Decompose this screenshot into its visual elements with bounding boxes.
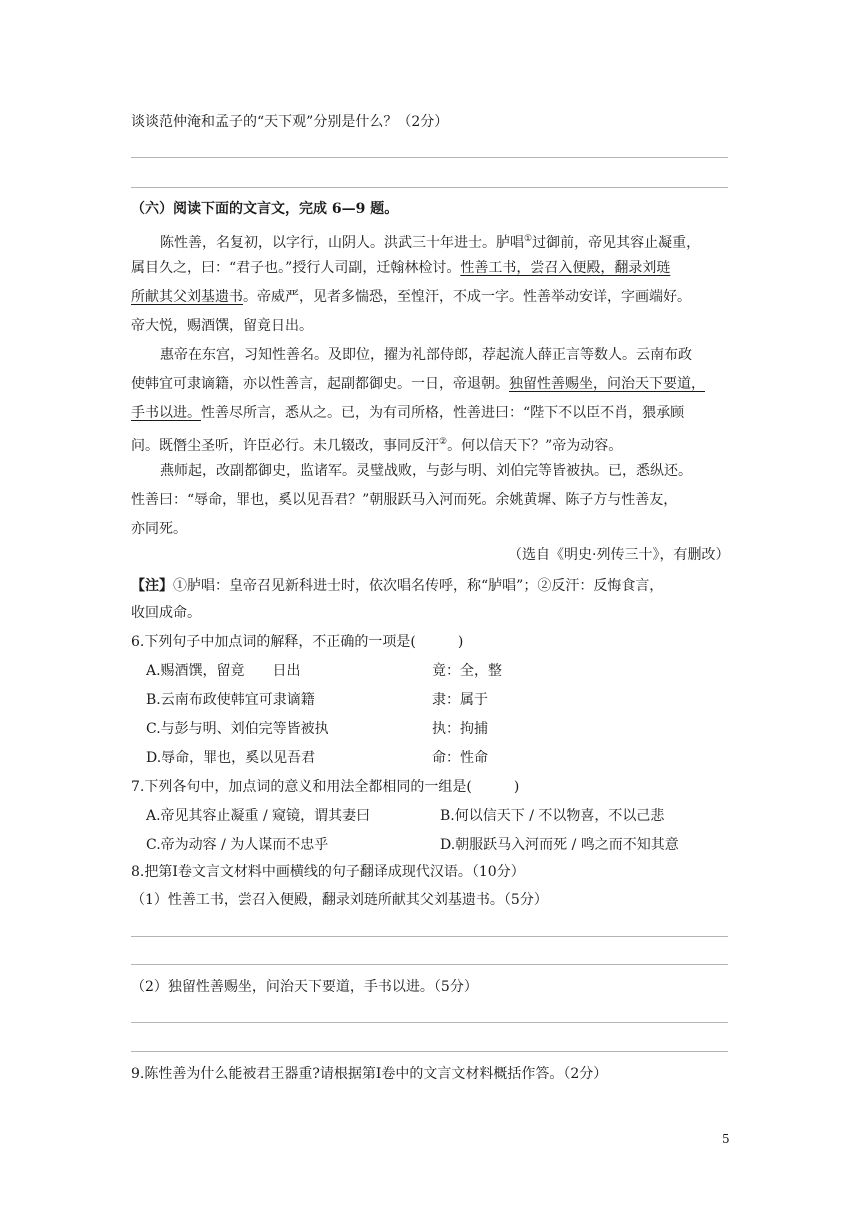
answer-line — [131, 1051, 728, 1052]
question-8-stem: 8.把第Ⅰ卷文言文材料中画横线的句子翻译成现代汉语。（10分） — [131, 864, 525, 880]
q7-option-d: D.朝服跃马入河而死 / 鸣之而不知其意 — [440, 837, 679, 853]
answer-line — [131, 964, 728, 965]
question-8-sub1: （1）性善工书，尝召入便殿，翻录刘琏所献其父刘基遗书。（5分） — [131, 892, 548, 908]
q6-option-d: D.辱命，罪也，奚以见吾君 — [146, 750, 316, 766]
q7-option-a: A.帝见其容止凝重 / 窥镜，谓其妻曰 — [146, 808, 371, 824]
passage-line: 惠帝在东宫，习知性善名。及即位，擢为礼部侍郎，荐起流人薛正言等数人。云南布政 — [160, 347, 692, 363]
q6-option-a: A.赐酒馔，留竟 日出 — [146, 663, 301, 679]
passage-line: 帝大悦，赐酒馔，留竟日出。 — [131, 318, 313, 334]
underlined-sentence-1: 性善工书，尝召入便殿，翻录刘琏 — [460, 260, 671, 276]
underlined-sentence-2-cont: 手书以进。 — [131, 405, 201, 421]
q7-option-b: B.何以信天下 / 不以物喜，不以己悲 — [440, 808, 665, 824]
q6-option-c: C.与彭与明、刘伯完等皆被执 — [146, 721, 329, 737]
section-title: （六）阅读下面的文言文，完成 6—9 题。 — [131, 201, 399, 217]
q7-option-c: C.帝为动容 / 为人谋而不忠乎 — [146, 837, 329, 853]
q6-option-b-gloss: 隶：属于 — [432, 692, 488, 708]
passage-line: 属目久之，曰：“君子也。”授行人司副，迁翰林检讨。性善工书，尝召入便殿，翻录刘琏 — [131, 260, 671, 276]
question-7-stem: 7.下列各句中，加点词的意义和用法全都相同的一组是( ) — [131, 779, 520, 795]
answer-line — [131, 187, 728, 188]
q6-option-b: B.云南布政使韩宜可隶谪籍 — [146, 692, 315, 708]
passage-line: 问。既僭尘圣听，许臣必行。未几辍改，事同反汗②。何以信天下？”帝为动容。 — [131, 437, 623, 454]
q6-option-c-gloss: 执：拘捕 — [432, 721, 488, 737]
question-6-stem: 6.下列句子中加点词的解释，不正确的一项是( ) — [131, 634, 464, 650]
passage-line: 亦同死。 — [131, 521, 187, 537]
source-citation: （选自《明史·列传三十》，有删改） — [508, 547, 730, 563]
passage-line: 所献其父刘基遗书。帝威严，见者多惴恐，至惶汗，不成一字。性善举动安详，字画端好。 — [131, 289, 691, 305]
answer-line — [131, 1022, 728, 1023]
question-5-prompt: 谈谈范仲淹和孟子的“天下观”分别是什么？（2分） — [131, 114, 449, 130]
passage-line: 陈性善，名复初，以字行，山阴人。洪武三十年进士。胪唱①过御前，帝见其容止凝重， — [160, 234, 701, 251]
passage-line: 使韩宜可隶谪籍，亦以性善言，起副都御史。一日，帝退朝。独留性善赐坐，问治天下要道， — [131, 376, 705, 392]
footnote: 【注】①胪唱：皇帝召见新科进士时，依次唱名传呼，称“胪唱”；②反汗：反悔食言， — [131, 578, 664, 594]
question-9-stem: 9.陈性善为什么能被君王器重?请根据第Ⅰ卷中的文言文材料概括作答。（2分） — [131, 1066, 608, 1082]
passage-line: 手书以进。性善尽所言，悉从之。已，为有司所格，性善进曰：“陛下不以臣不肖，猥承顾 — [131, 405, 685, 421]
underlined-sentence-1-cont: 所献其父刘基遗书 — [131, 289, 243, 305]
q6-option-d-gloss: 命：性命 — [432, 750, 488, 766]
answer-line — [131, 157, 728, 158]
q6-option-a-gloss: 竟：全，整 — [432, 663, 502, 679]
underlined-sentence-2: 独留性善赐坐，问治天下要道， — [509, 376, 705, 392]
page-number: 5 — [722, 1132, 730, 1146]
footnote-cont: 收回成命。 — [131, 605, 201, 621]
passage-line: 性善曰：“辱命，罪也，奚以见吾君？”朝服跃马入河而死。余姚黄墀、陈子方与性善友， — [131, 492, 678, 508]
answer-line — [131, 936, 728, 937]
question-8-sub2: （2）独留性善赐坐，问治天下要道，手书以进。（5分） — [131, 979, 478, 995]
passage-line: 燕师起，改副都御史，监诸军。灵璧战败，与彭与明、刘伯完等皆被执。已，悉纵还。 — [160, 463, 692, 479]
